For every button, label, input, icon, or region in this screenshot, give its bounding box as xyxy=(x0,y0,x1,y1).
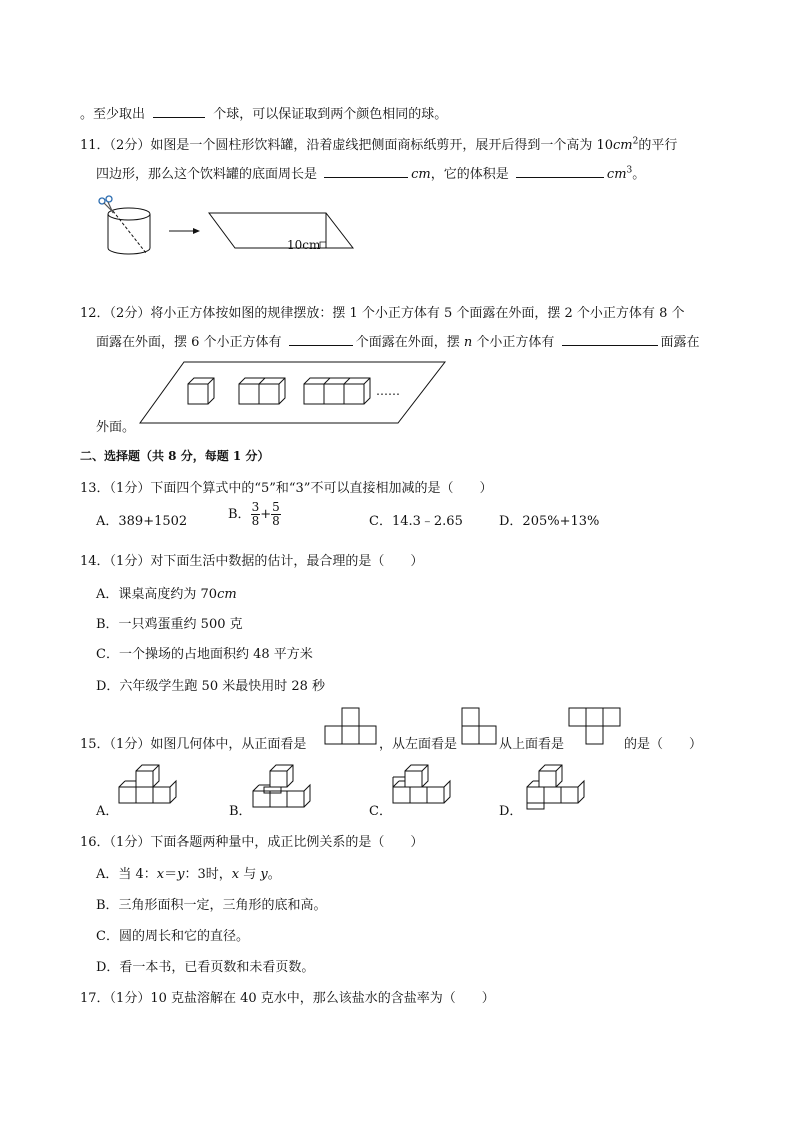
q15-option-c-solid[interactable] xyxy=(388,763,452,813)
q15-stem-part2: ，从左面看是 xyxy=(379,737,458,752)
q16-a-text-end: 。 xyxy=(267,867,281,882)
q14-option-d[interactable]: D．六年级学生跑 50 米最快用时 28 秒 xyxy=(96,679,326,694)
q16-a-var-x2: x xyxy=(231,867,240,882)
q11-unit-cm: cm xyxy=(411,167,431,182)
q12-figure xyxy=(140,360,446,425)
q11-line-1 xyxy=(80,134,677,153)
q14-option-c[interactable]: C．一个操场的占地面积约 48 平方米 xyxy=(96,647,313,662)
scissors-icon xyxy=(99,196,114,213)
q11-text-2c: 。 xyxy=(632,167,646,182)
q10-tail-line xyxy=(80,103,447,122)
q12-blank-n-cubes[interactable] xyxy=(562,333,658,346)
q15-option-c-label[interactable]: C． xyxy=(369,804,392,819)
fraction-numerator: 3 xyxy=(251,500,260,514)
q14-option-a-unit: cm xyxy=(217,587,237,602)
q16-a-var-y2: y xyxy=(260,867,268,882)
q15-stem-part1: 15．（1分）如图几何体中，从正面看是 xyxy=(80,737,307,752)
fraction-denominator: 8 xyxy=(251,514,260,528)
q12-number: 12．（2分） xyxy=(80,306,151,321)
q11-figure xyxy=(96,195,366,260)
q16-option-d[interactable]: D．看一本书，已看页数和未看页数。 xyxy=(96,960,315,975)
q17-stem: 17．（1分）10 克盐溶解在 40 克水中，那么该盐水的含盐率为（ ） xyxy=(80,991,495,1006)
q16-option-c[interactable]: C．圆的周长和它的直径。 xyxy=(96,929,249,944)
q16-option-a[interactable] xyxy=(96,863,281,882)
q15-stem-part4: 的是（ ） xyxy=(624,737,703,752)
q12-line-2 xyxy=(96,331,700,350)
cylinder-shape xyxy=(108,208,150,254)
q12-text-2b: 个面露在外面，摆 xyxy=(355,335,460,350)
q11-height-label: 10cm xyxy=(287,238,321,252)
section-2-title: 二、选择题（共 8 分，每题 1 分） xyxy=(80,449,270,463)
q10-text-pre: 。至少取出 xyxy=(80,107,146,122)
q11-unit: cm xyxy=(613,138,633,153)
q12-text-1: 将小正方体按如图的规律摆放：摆 1 个小正方体有 5 个面露在外面，摆 2 个小正方体有 8 个 xyxy=(150,306,685,321)
q12-cubes-3 xyxy=(304,378,370,404)
arrow-icon xyxy=(169,228,200,234)
q11-unit-cm3: cm xyxy=(606,167,627,182)
q15-top-view-icon xyxy=(569,707,623,745)
q13-option-c[interactable]: C．14.3﹣2.65 xyxy=(369,514,463,529)
q12-cubes-2 xyxy=(239,378,285,404)
q14-option-b[interactable]: B．一只鸡蛋重约 500 克 xyxy=(96,617,243,632)
q11-text-1a: 如图是一个圆柱形饮料罐，沿着虚线把侧面商标纸剪开，展开后得到一个高为 10 xyxy=(150,138,614,153)
q12-text-2c: 个小正方体有 xyxy=(476,335,555,350)
q11-sup3: 3 xyxy=(626,165,633,176)
q16-a-var-y: y xyxy=(177,867,185,882)
q16-option-b[interactable]: B．三角形面积一定，三角形的底和高。 xyxy=(96,898,327,913)
q12-ellipsis: …… xyxy=(376,384,400,398)
q11-text-2b: ，它的体积是 xyxy=(430,167,509,182)
q16-a-text-2: ：3时， xyxy=(184,867,232,882)
q12-blank-6-cubes[interactable] xyxy=(289,333,353,346)
q12-line-3: 外面。 xyxy=(96,420,136,435)
fraction-denominator: 8 xyxy=(272,514,280,528)
q11-number: 11．（2分） xyxy=(80,138,151,153)
q11-sup: 2 xyxy=(632,136,639,147)
q15-option-b-solid[interactable] xyxy=(250,763,314,813)
q15-front-view-icon xyxy=(325,707,377,745)
q15-option-b-label[interactable]: B． xyxy=(229,804,252,819)
parallelogram-shape xyxy=(209,213,353,248)
q14-stem: 14．（1分）对下面生活中数据的估计，最合理的是（ ） xyxy=(80,554,424,569)
q15-option-a-label[interactable]: A． xyxy=(96,804,119,819)
q10-text-post: 个球，可以保证取到两个颜色相同的球。 xyxy=(213,107,448,122)
fraction-numerator: 5 xyxy=(272,500,280,514)
q13-plus-sign: + xyxy=(260,507,272,522)
q12-var-n: n xyxy=(463,335,473,350)
q16-a-text-1: A．当 4： xyxy=(96,867,157,882)
q14-option-a[interactable] xyxy=(96,583,237,602)
q13-option-b-label: B． xyxy=(228,507,251,522)
q16-a-var-x: x xyxy=(156,867,165,882)
q15-option-d-solid[interactable] xyxy=(522,763,586,813)
q11-text-1b: 的平行 xyxy=(638,138,678,153)
q11-volume-blank[interactable] xyxy=(516,165,604,178)
q12-text-2d: 面露在 xyxy=(660,335,700,350)
q13-fraction-2 xyxy=(271,501,281,528)
q15-option-a-solid[interactable] xyxy=(116,763,180,813)
q16-a-text-3: 与 xyxy=(239,867,261,882)
q15-stem-part3: 从上面看是 xyxy=(499,737,565,752)
q15-left-view-icon xyxy=(462,707,498,745)
q15-option-d-label[interactable]: D． xyxy=(499,804,523,819)
q11-perimeter-blank[interactable] xyxy=(324,165,408,178)
q13-stem: 13．（1分）下面四个算式中的“5”和“3”不可以直接相加减的是（ ） xyxy=(80,481,493,496)
q14-option-a-text: A．课桌高度约为 70 xyxy=(96,587,218,602)
q13-option-b[interactable] xyxy=(228,501,281,528)
q13-option-d[interactable]: D．205%+13% xyxy=(499,514,600,529)
q13-fraction-1 xyxy=(251,501,261,528)
q16-stem: 16．（1分）下面各题两种量中，成正比例关系的是（ ） xyxy=(80,835,424,850)
q12-cube-1 xyxy=(188,378,214,404)
q13-option-a[interactable]: A．389+1502 xyxy=(96,514,188,529)
q12-line-1 xyxy=(80,302,684,321)
q16-a-equals: ＝ xyxy=(164,867,178,882)
q10-answer-blank[interactable] xyxy=(153,105,205,118)
q12-text-2a: 面露在外面，摆 6 个小正方体有 xyxy=(96,335,282,350)
q11-line-2 xyxy=(96,163,645,182)
q11-text-2a: 四边形，那么这个饮料罐的底面周长是 xyxy=(96,167,318,182)
